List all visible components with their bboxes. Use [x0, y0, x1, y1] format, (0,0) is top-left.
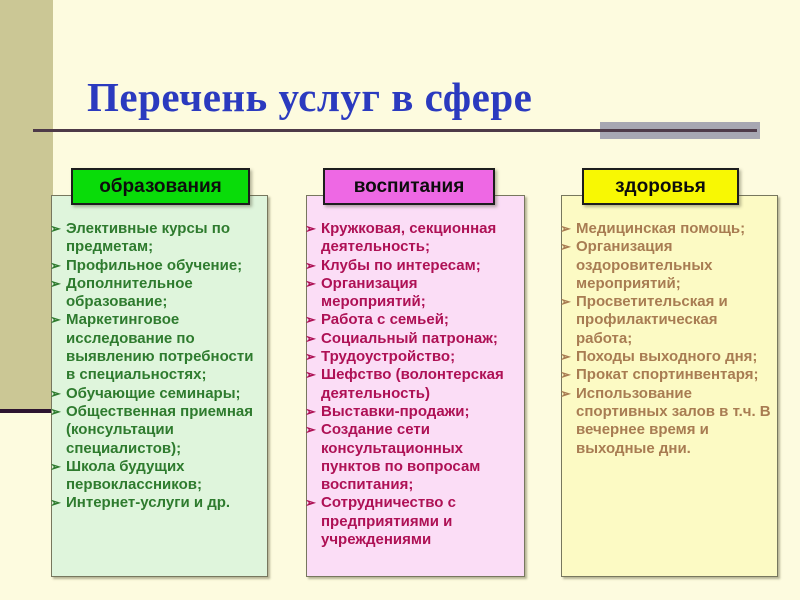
arrow-bullet-icon: ➢	[560, 294, 571, 310]
column-health	[561, 168, 778, 577]
list-item	[560, 384, 774, 458]
arrow-bullet-icon: ➢	[560, 385, 571, 401]
arrow-bullet-icon: ➢	[305, 403, 316, 419]
column-body-upbringing	[306, 195, 525, 577]
list-item-text: Элективные курсы по предметам;	[66, 220, 231, 256]
list-item	[50, 274, 264, 312]
service-list-education	[52, 196, 267, 513]
list-item	[560, 220, 774, 238]
list-item	[560, 238, 774, 293]
page-title: Перечень услуг в сфере	[87, 74, 533, 121]
list-item	[305, 348, 521, 366]
list-item	[305, 329, 521, 348]
list-item-text: Организация оздоровительных мероприятий;	[576, 238, 713, 292]
list-item	[50, 457, 264, 495]
arrow-bullet-icon: ➢	[305, 275, 316, 291]
list-item-text: Кружковая, секционная деятельность;	[321, 220, 497, 256]
service-list-upbringing	[307, 196, 524, 549]
arrow-bullet-icon: ➢	[50, 275, 61, 291]
list-item-text: Выставки-продажи;	[321, 402, 470, 420]
arrow-bullet-icon: ➢	[50, 403, 61, 419]
list-item	[305, 494, 521, 549]
column-header-education: образования	[71, 168, 250, 205]
arrow-bullet-icon: ➢	[50, 312, 61, 328]
list-item-text: Общественная приемная (консультации специалистов);	[66, 402, 254, 457]
list-item	[305, 220, 521, 257]
list-item	[50, 384, 264, 403]
title-underline-rule	[33, 129, 757, 132]
list-item	[560, 366, 774, 384]
list-item-text: Создание сети консультационных пунктов по вопросам воспитания;	[321, 421, 481, 494]
service-list-health	[562, 196, 777, 458]
list-item-text: Обучающие семинары;	[66, 384, 241, 402]
list-item-text: Социальный патронаж;	[321, 329, 498, 347]
column-header-upbringing: воспитания	[323, 168, 495, 205]
column-body-education	[51, 195, 268, 577]
list-item	[305, 402, 521, 421]
list-item-text: Клубы по интересам;	[321, 256, 481, 274]
list-item	[50, 494, 264, 512]
column-body-health	[561, 195, 778, 577]
arrow-bullet-icon: ➢	[50, 495, 61, 511]
list-item	[305, 311, 521, 329]
column-header-health: здоровья	[582, 168, 739, 205]
list-item-text: Маркетинговое исследование по выявлению потребности в специальностях;	[66, 311, 254, 384]
list-item-text: Трудоустройство;	[321, 348, 456, 366]
arrow-bullet-icon: ➢	[305, 495, 316, 511]
list-item	[305, 256, 521, 275]
arrow-bullet-icon: ➢	[50, 458, 61, 474]
column-education	[51, 168, 268, 577]
list-item	[305, 366, 521, 403]
column-upbringing	[306, 168, 525, 577]
arrow-bullet-icon: ➢	[50, 257, 61, 273]
list-item-text: Шефство (волонтерская деятельность)	[321, 366, 504, 402]
arrow-bullet-icon: ➢	[305, 221, 316, 236]
arrow-bullet-icon: ➢	[305, 312, 316, 328]
list-item-text: Походы выходного дня;	[576, 348, 758, 366]
list-item-text: Медицинская помощь;	[576, 220, 746, 237]
list-item	[560, 348, 774, 366]
list-item-text: Использование спортивных залов в т.ч. В вечернее время и выходные дни.	[576, 384, 771, 457]
list-item	[305, 274, 521, 312]
list-item-text: Работа с семьей;	[321, 311, 449, 329]
list-item	[50, 311, 264, 384]
list-item-text: Школа будущих первоклассников;	[66, 457, 202, 494]
list-item	[560, 293, 774, 348]
arrow-bullet-icon: ➢	[305, 257, 316, 273]
arrow-bullet-icon: ➢	[305, 367, 316, 383]
list-item	[50, 220, 264, 257]
list-item-text: Организация мероприятий;	[321, 274, 426, 311]
list-item-text: Сотрудничество с предприятиями и учреждениями	[321, 494, 456, 549]
arrow-bullet-icon: ➢	[305, 349, 316, 365]
arrow-bullet-icon: ➢	[560, 239, 571, 255]
arrow-bullet-icon: ➢	[560, 349, 571, 365]
arrow-bullet-icon: ➢	[560, 221, 571, 236]
arrow-bullet-icon: ➢	[305, 330, 316, 346]
left-accent-stripe	[0, 0, 53, 413]
list-item	[50, 402, 264, 458]
list-item-text: Прокат спортинвентаря;	[576, 366, 759, 384]
list-item	[50, 256, 264, 275]
list-item-text: Просветительская и профилактическая работа;	[576, 293, 728, 347]
arrow-bullet-icon: ➢	[50, 385, 61, 401]
arrow-bullet-icon: ➢	[50, 221, 61, 236]
list-item	[305, 421, 521, 494]
list-item-text: Дополнительное образование;	[66, 274, 193, 311]
list-item-text: Профильное обучение;	[66, 256, 243, 274]
arrow-bullet-icon: ➢	[560, 367, 571, 383]
list-item-text: Интернет-услуги и др.	[66, 494, 231, 512]
arrow-bullet-icon: ➢	[305, 422, 316, 438]
